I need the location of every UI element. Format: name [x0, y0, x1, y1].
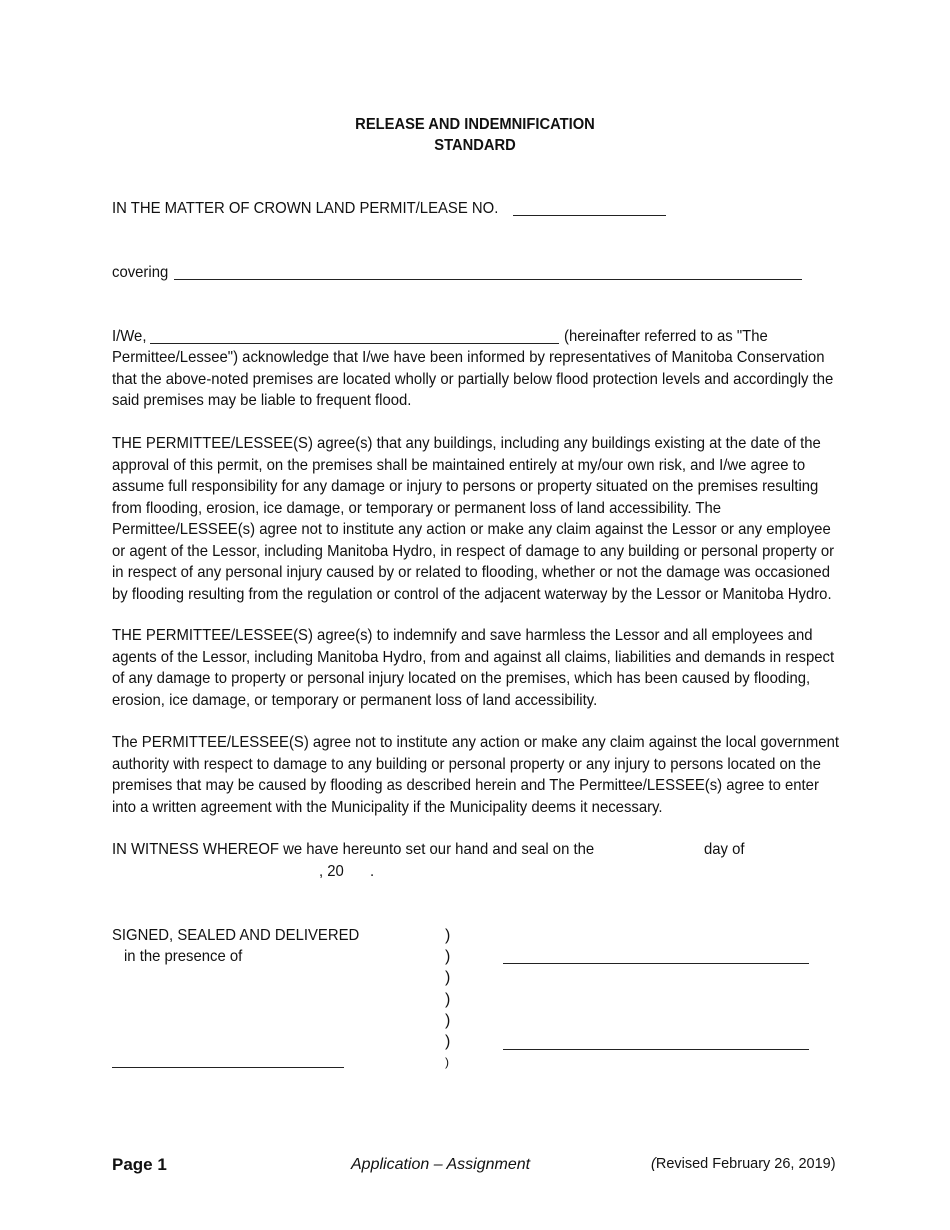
document-subtitle: STANDARD	[434, 137, 516, 154]
paragraph-line: that the above-noted premises are located wholly or partially below flood protection levels and accordingly the	[112, 370, 834, 388]
document-title: RELEASE AND INDEMNIFICATION	[355, 116, 595, 133]
bracket-char: )	[445, 991, 451, 1008]
revision-text: Revised February 26, 2019)	[655, 1156, 836, 1172]
risk-paragraph	[112, 433, 856, 605]
bracket-char: )	[445, 969, 451, 986]
covering-label: covering	[112, 264, 169, 281]
bracket-char: )	[445, 927, 451, 944]
hereinafter-text: (hereinafter referred to as "The	[564, 328, 768, 345]
paragraph-line: premises that may be caused by flooding as described herein and The Permittee/LESSEE(s) agree to enter	[112, 777, 819, 794]
paragraph-line: in respect of any personal injury caused by or related to flooding, whether or not the damage was occasioned	[112, 564, 830, 581]
paragraph-line: THE PERMITTEE/LESSEE(S) agree(s) that any buildings, including any buildings existing at the date of the	[112, 435, 821, 452]
day-of-label: day of	[704, 841, 745, 858]
paragraph-line: of any damage to property or personal injury located on the premises, which has been caused by flooding,	[112, 670, 811, 687]
revision-date	[651, 1154, 836, 1175]
permittee-signature-line-1[interactable]	[503, 963, 809, 964]
page-number: Page 1	[112, 1155, 167, 1174]
footer-form-title: Application – Assignment	[351, 1156, 531, 1173]
paragraph-line: agents of the Lessor, including Manitoba Hydro, from and against all claims, liabilities and demands in respect	[112, 648, 835, 666]
paragraph-line: Permittee/Lessee") acknowledge that I/we have been informed by representatives of Manitoba Conservation	[112, 349, 825, 366]
year-period: .	[370, 863, 375, 880]
paragraph-line: The PERMITTEE/LESSEE(S) agree not to institute any action or make any claim against the local government	[112, 734, 839, 751]
covering-field[interactable]	[174, 279, 802, 280]
paragraph-line: into a written agreement with the Municipality if the Municipality deems it necessary.	[112, 798, 663, 816]
bracket-char: )	[445, 1012, 451, 1029]
presence-label: in the presence of	[124, 948, 243, 965]
permit-lease-number-field[interactable]	[513, 215, 666, 216]
witness-signature-line[interactable]	[112, 1067, 344, 1068]
paragraph-line: from flooding, erosion, ice damage, or temporary or permanent loss of land accessibility. The	[112, 499, 722, 517]
paragraph-line: THE PERMITTEE/LESSEE(S) agree(s) to indemnify and save harmless the Lessor and all employees and	[112, 627, 813, 644]
municipality-paragraph	[112, 732, 856, 818]
paragraph-line: Permittee/LESSEE(s) agree not to institute any action or make any claim against the Lessor or any employee	[112, 521, 831, 538]
bracket-char: )	[445, 1033, 451, 1050]
paragraph-line: or agent of the Lessor, including Manitoba Hydro, in respect of damage to any building or personal property or	[112, 542, 835, 560]
paragraph-line: approval of this permit, on the premises shall be maintained entirely at my/our own risk, and I/we agree to	[112, 456, 806, 474]
year-label: , 20	[319, 863, 344, 880]
permit-lease-label: IN THE MATTER OF CROWN LAND PERMIT/LEASE NO.	[112, 200, 499, 217]
iwe-label: I/We,	[112, 328, 147, 345]
acknowledgement-paragraph	[112, 347, 856, 412]
indemnify-paragraph	[112, 625, 856, 711]
signed-sealed-label: SIGNED, SEALED AND DELIVERED	[112, 927, 360, 944]
bracket-char: )	[445, 948, 451, 965]
witness-text: IN WITNESS WHEREOF we have hereunto set our hand and seal on the	[112, 841, 595, 858]
revision-paren: (	[651, 1156, 656, 1172]
permittee-name-field[interactable]	[150, 343, 559, 344]
paragraph-line: authority with respect to damage to any building or personal property or any injury to persons located on the	[112, 755, 821, 773]
paragraph-line: said premises may be liable to frequent flood.	[112, 392, 412, 409]
paragraph-line: by flooding resulting from the regulation or control of the adjacent waterway by the Lessor or Manitoba Hydro.	[112, 585, 832, 603]
bracket-char: )	[445, 1055, 449, 1069]
paragraph-line: assume full responsibility for any damage or injury to persons or property situated on the premises resulting	[112, 478, 819, 495]
permittee-signature-line-2[interactable]	[503, 1049, 809, 1050]
paragraph-line: erosion, ice damage, or temporary or permanent loss of land accessibility.	[112, 691, 598, 709]
